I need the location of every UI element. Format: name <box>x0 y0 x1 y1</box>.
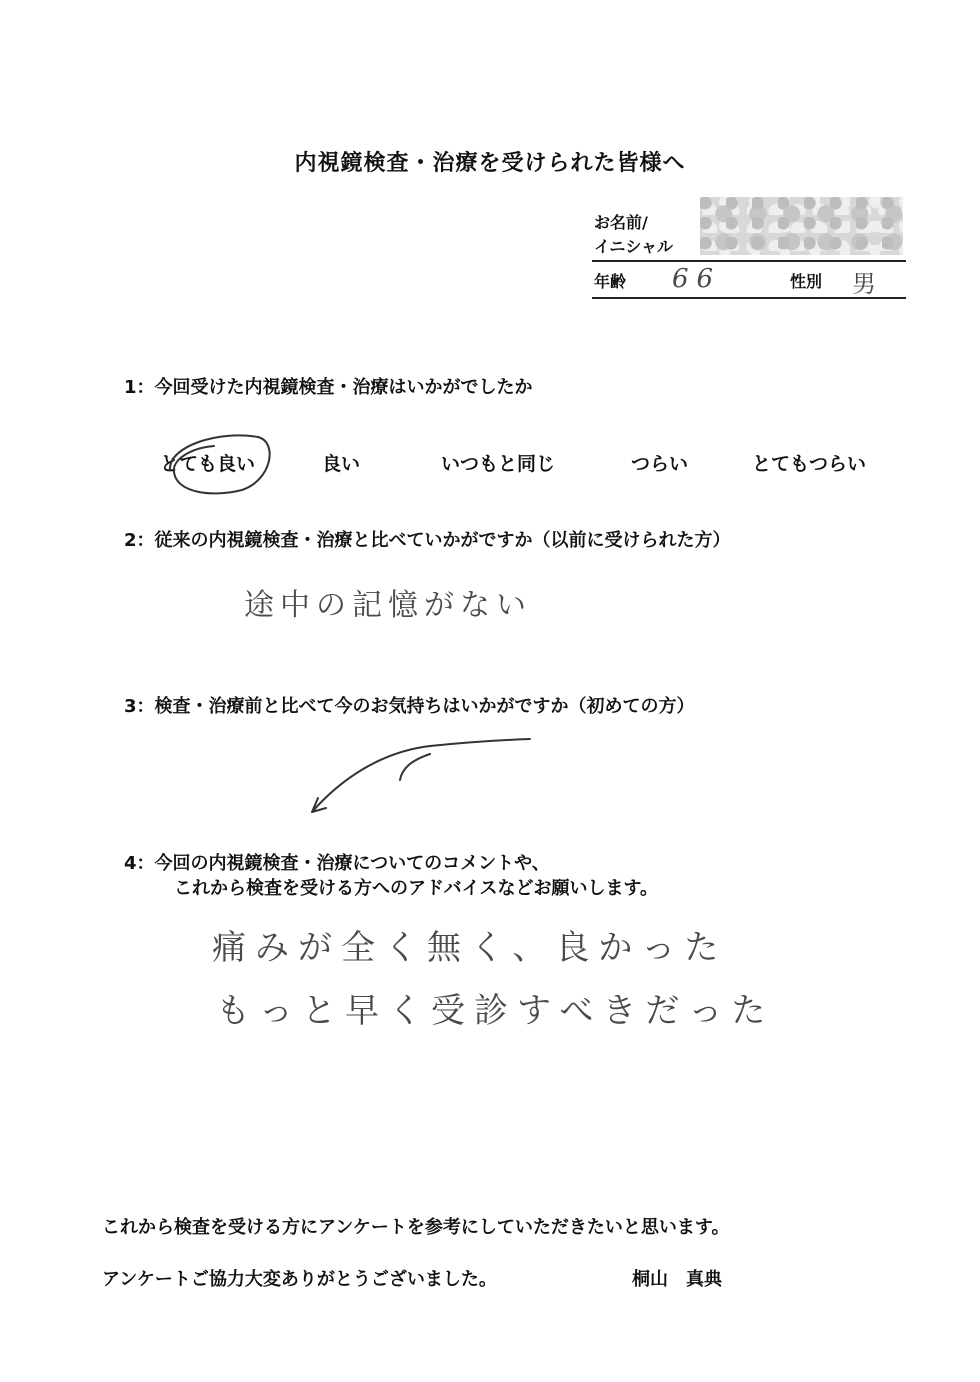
page-title: 内視鏡検査・治療を受けられた皆様へ <box>294 151 686 176</box>
footer-line1: これから検査を受ける方にアンケートを参考にしていただきたいと思います。 <box>102 1217 730 1238</box>
answer-2-handwritten: 途中の記憶がない <box>244 588 532 623</box>
footer-line2: アンケートご協力大変ありがとうございました。 <box>102 1269 497 1290</box>
question-4-line2: これから検査を受ける方へのアドバイスなどお願いします。 <box>174 878 659 899</box>
answer-4-line2-handwritten: もっと早く受診すべきだった <box>216 991 775 1031</box>
question-3: 3：検査・治療前と比べて今のお気持ちはいかがですか（初めての方） <box>124 696 695 717</box>
name-label-line1: お名前/ <box>594 213 648 232</box>
age-label: 年齢 <box>594 272 627 291</box>
option-same-as-usual: いつもと同じ <box>441 453 556 475</box>
sex-value: 男 <box>852 270 882 298</box>
question-1: 1：今回受けた内視鏡検査・治療はいかがでしたか <box>124 377 533 398</box>
selected-option-circle-mark <box>170 435 270 493</box>
answer-4-line1-handwritten: 痛みが全く無く、良かった <box>212 928 728 968</box>
q3-pen-stroke-mark <box>312 739 530 812</box>
name-label-line2: イニシャル <box>594 237 674 256</box>
question-4-line1: 4：今回の内視鏡検査・治療についてのコメントや、 <box>124 853 550 874</box>
option-painful: つらい <box>631 453 689 475</box>
option-very-painful: とてもつらい <box>752 453 867 475</box>
sex-label: 性別 <box>790 272 823 291</box>
question-2: 2：従来の内視鏡検査・治療と比べていかがですか（以前に受けられた方） <box>124 530 731 551</box>
age-value: 66 <box>672 264 722 294</box>
option-very-good: とても良い <box>160 453 256 475</box>
footer-signature: 桐山 真典 <box>632 1269 722 1290</box>
option-good: 良い <box>322 453 361 475</box>
